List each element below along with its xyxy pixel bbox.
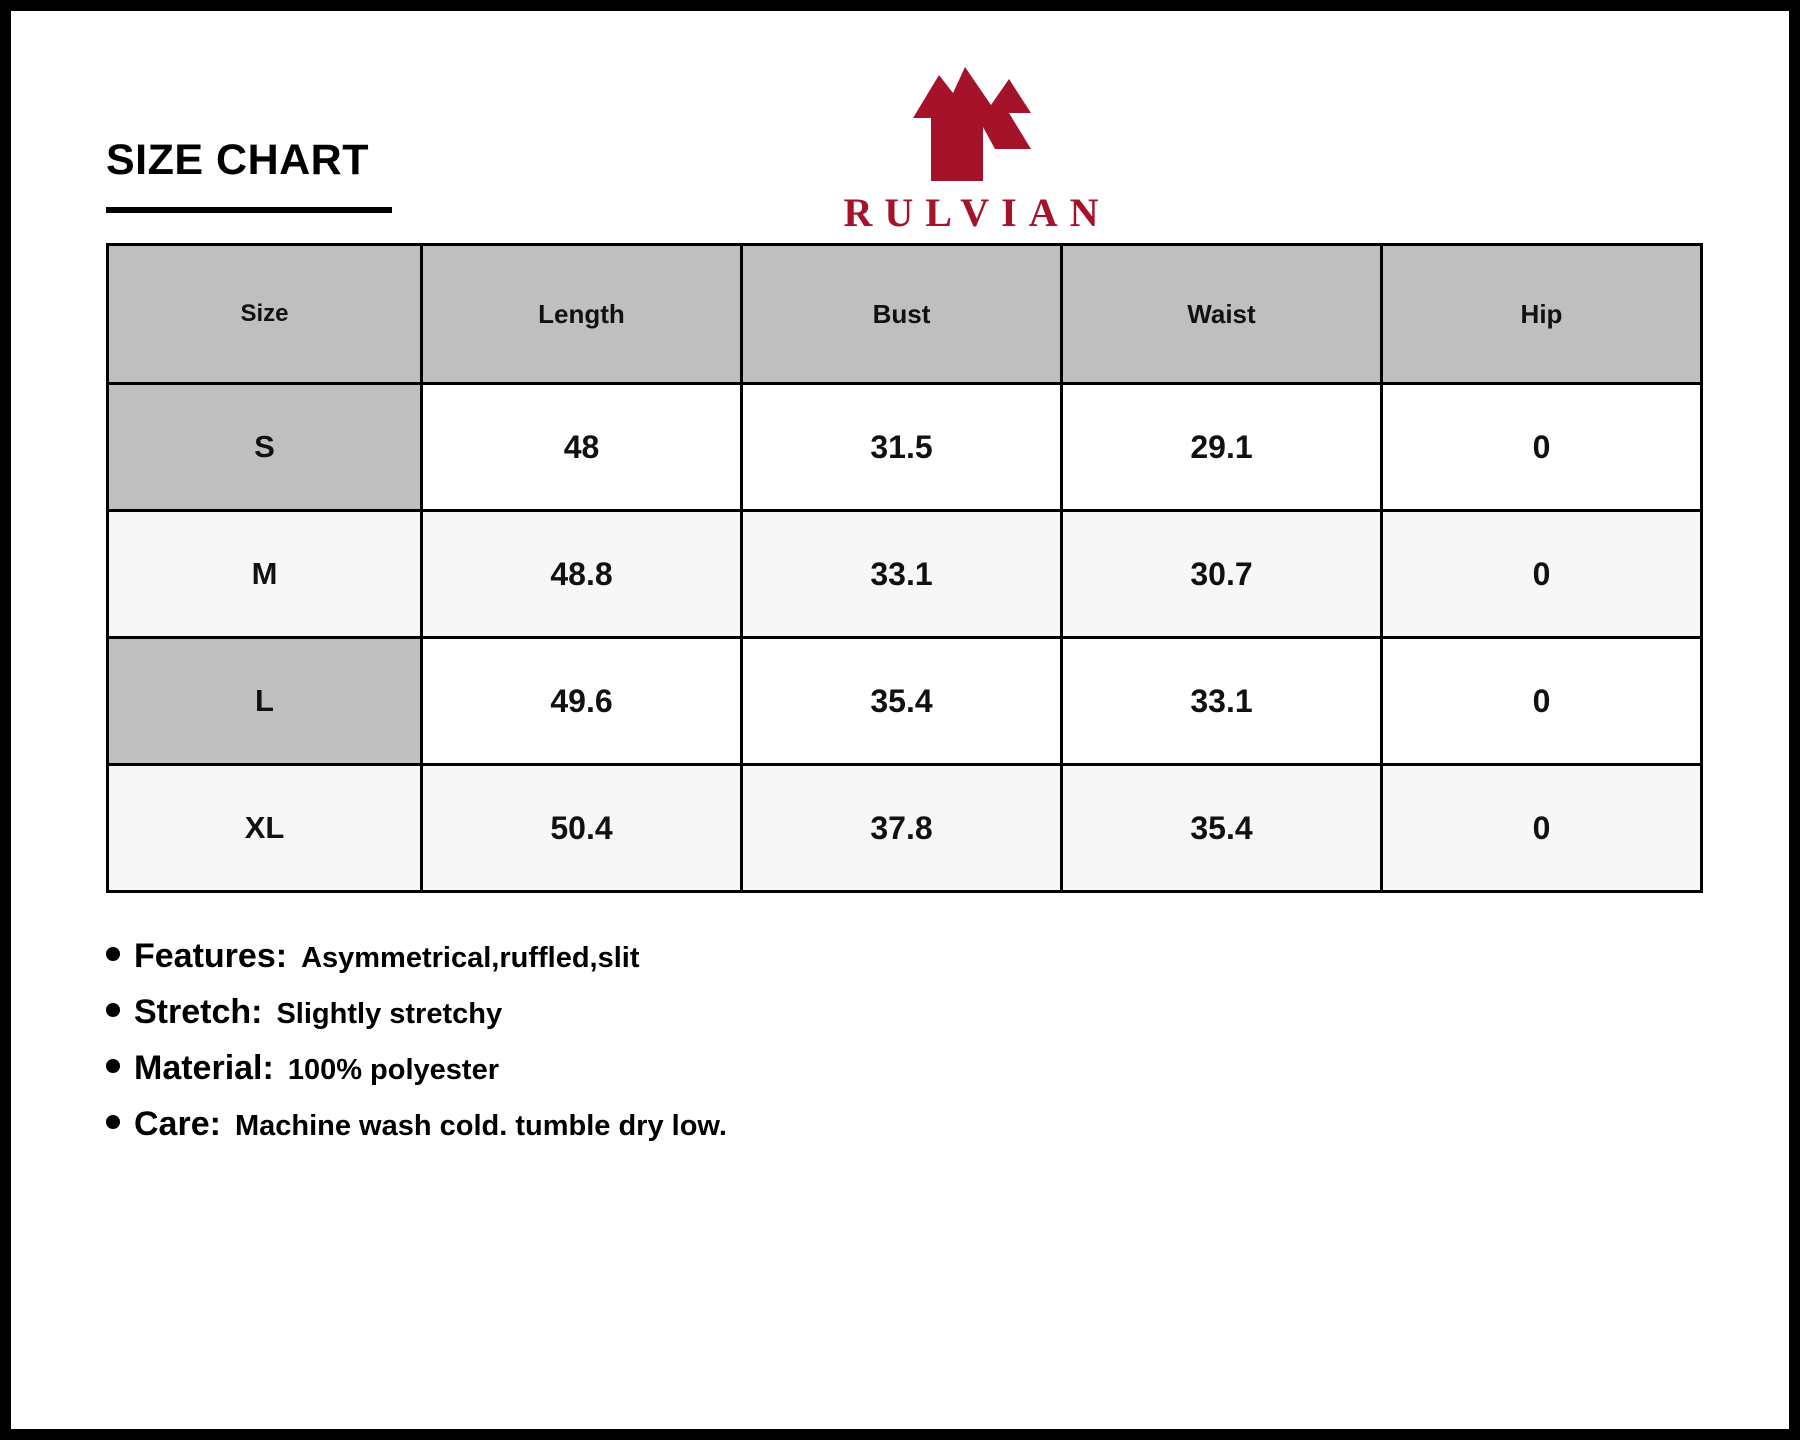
column-header-bust: Bust	[742, 245, 1062, 384]
brand-logo	[796, 63, 1146, 236]
title-underline	[106, 207, 392, 213]
cell-hip: 0	[1382, 384, 1702, 511]
product-details-list	[106, 939, 1694, 1141]
detail-value-stretch: Slightly stretchy	[276, 998, 503, 1030]
detail-value-features: Asymmetrical,ruffled,slit	[301, 942, 640, 974]
detail-value-material: 100% polyester	[287, 1054, 499, 1086]
list-item	[106, 939, 1694, 973]
cell-hip: 0	[1382, 638, 1702, 765]
cell-size: L	[108, 638, 422, 765]
detail-label-stretch: Stretch:	[134, 993, 263, 1031]
cell-bust: 37.8	[742, 765, 1062, 892]
cell-hip: 0	[1382, 765, 1702, 892]
detail-label-material: Material:	[134, 1049, 274, 1087]
cell-hip: 0	[1382, 511, 1702, 638]
table-row	[108, 511, 1702, 638]
cell-waist: 29.1	[1062, 384, 1382, 511]
cell-length: 49.6	[422, 638, 742, 765]
table-row	[108, 384, 1702, 511]
list-item	[106, 995, 1694, 1029]
bullet-icon	[106, 947, 120, 961]
cell-waist: 33.1	[1062, 638, 1382, 765]
document-header	[106, 11, 1694, 243]
cell-bust: 35.4	[742, 638, 1062, 765]
column-header-waist: Waist	[1062, 245, 1382, 384]
title-block	[106, 136, 392, 213]
detail-value-care: Machine wash cold. tumble dry low.	[234, 1110, 727, 1142]
table-body	[108, 384, 1702, 892]
list-item	[106, 1107, 1694, 1141]
cell-length: 48.8	[422, 511, 742, 638]
bullet-icon	[106, 1115, 120, 1129]
size-chart-table	[106, 243, 1703, 893]
table-row	[108, 638, 1702, 765]
cell-size: XL	[108, 765, 422, 892]
cell-size: M	[108, 511, 422, 638]
column-header-hip: Hip	[1382, 245, 1702, 384]
table-header-row	[108, 245, 1702, 384]
cell-length: 48	[422, 384, 742, 511]
column-header-length: Length	[422, 245, 742, 384]
bullet-icon	[106, 1003, 120, 1017]
rulvian-r-monogram-icon	[891, 63, 1051, 183]
cell-waist: 30.7	[1062, 511, 1382, 638]
cell-waist: 35.4	[1062, 765, 1382, 892]
cell-bust: 31.5	[742, 384, 1062, 511]
brand-name: RULVIAN	[843, 190, 1111, 235]
page-title: SIZE CHART	[106, 136, 369, 184]
cell-length: 50.4	[422, 765, 742, 892]
detail-label-features: Features:	[134, 937, 288, 975]
table-header	[108, 245, 1702, 384]
table-row	[108, 765, 1702, 892]
column-header-size: Size	[108, 245, 422, 384]
bullet-icon	[106, 1059, 120, 1073]
detail-label-care: Care:	[134, 1105, 221, 1143]
cell-bust: 33.1	[742, 511, 1062, 638]
list-item	[106, 1051, 1694, 1085]
cell-size: S	[108, 384, 422, 511]
